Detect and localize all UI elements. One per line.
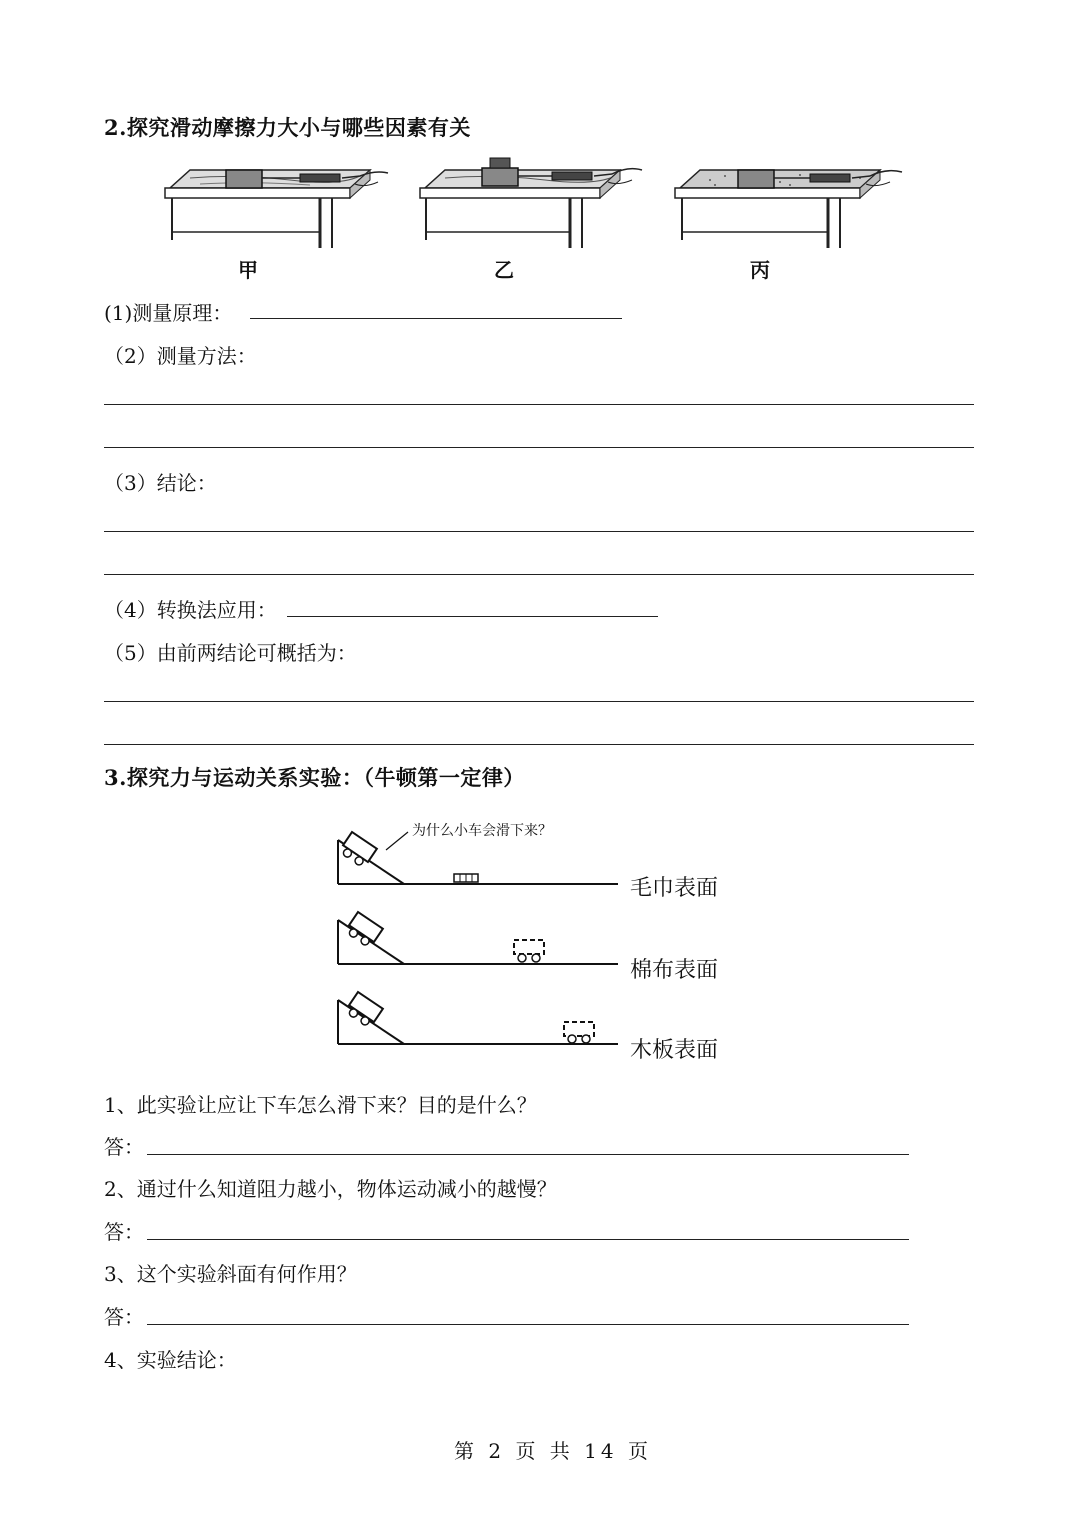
table-figure-yi [420,158,642,248]
section2-title: 2.探究滑动摩擦力大小与哪些因素有关 [104,115,471,140]
incline-callout: 为什么小车会滑下来？ [412,823,552,839]
fig-label-jia: 甲 [238,258,258,282]
q2-answer-line-2[interactable] [104,447,974,448]
incline-row-cotton [338,912,618,964]
q1-label: (1)测量原理： [104,301,233,325]
surface-label-towel: 毛巾表面 [630,876,719,901]
surface-label-cotton: 棉布表面 [630,958,719,983]
s3-question-2: 2、通过什么知道阻力越小，物体运动减小的越慢？ [104,1177,557,1201]
s3-question-3: 3、这个实验斜面有何作用？ [104,1262,357,1286]
incline-experiment-figure [330,810,620,1060]
q2-label: （2）测量方法： [104,344,257,368]
s3-answer-label-1: 答： [104,1135,144,1159]
q4-answer-line[interactable] [287,616,658,617]
s3-answer-label-3: 答： [104,1305,144,1329]
s3-question-4: 4、实验结论： [104,1348,237,1372]
friction-experiment-figure [160,148,920,283]
table-figure-bing [675,170,902,248]
s3-answer-line-2[interactable] [147,1239,909,1240]
q5-answer-line-1[interactable] [104,701,974,702]
incline-row-wood [338,992,618,1044]
fig-label-bing: 丙 [750,258,770,282]
fig-label-yi: 乙 [494,258,514,282]
s3-answer-line-1[interactable] [147,1154,909,1155]
q5-label: （5）由前两结论可概括为： [104,641,357,665]
q4-label: （4）转换法应用： [104,598,277,622]
s3-question-1: 1、此实验让应让下车怎么滑下来？目的是什么？ [104,1093,537,1117]
s3-answer-line-3[interactable] [147,1324,909,1325]
q2-answer-line-1[interactable] [104,404,974,405]
s3-answer-label-2: 答： [104,1220,144,1244]
q1-answer-line[interactable] [250,318,622,319]
q5-answer-line-2[interactable] [104,744,974,745]
page-footer: 第 2 页 共 14 页 [454,1439,652,1463]
surface-label-wood: 木板表面 [630,1038,719,1063]
q3-answer-line-2[interactable] [104,574,974,575]
q3-label: （3）结论： [104,471,217,495]
table-figure-jia [165,170,388,248]
section3-title: 3.探究力与运动关系实验：（牛顿第一定律） [104,765,525,790]
q3-answer-line-1[interactable] [104,531,974,532]
